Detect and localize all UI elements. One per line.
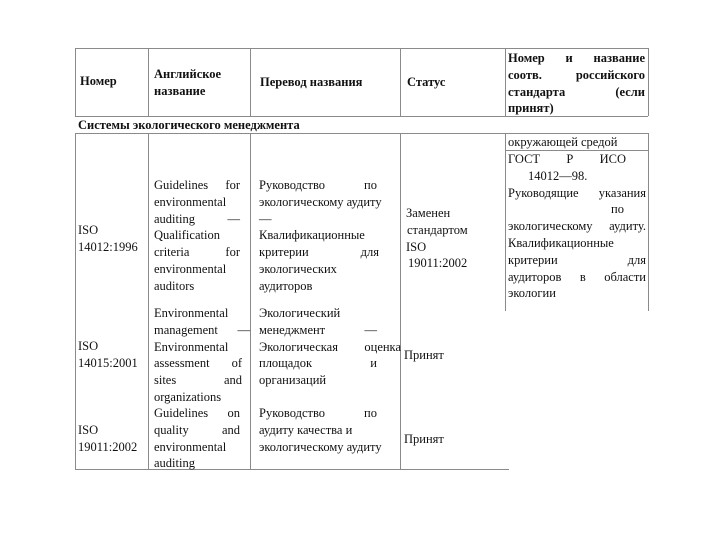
header-russian-standard xyxy=(508,50,645,117)
row2-english-line: management — xyxy=(154,322,250,337)
row3-english-line: Guidelines on xyxy=(154,406,240,420)
row1-translation-line: — xyxy=(259,211,272,226)
row2-translation-line: площадок и xyxy=(259,356,377,371)
row2-translation-line: менеджмент — xyxy=(259,322,377,337)
row1-status xyxy=(402,205,502,272)
row1-english-line: environmental xyxy=(154,194,227,209)
row1-russian-line: экологии xyxy=(508,286,556,301)
row1-number xyxy=(78,222,138,256)
col-border-1b xyxy=(148,133,149,469)
row1-english-line: Guidelines for xyxy=(154,178,240,192)
header-status: Статус xyxy=(407,75,446,89)
row1-translation-line: экологическому аудиту xyxy=(259,194,382,209)
row2-english-line: organizations xyxy=(154,389,222,404)
row1-status-line: стандартом xyxy=(407,222,468,237)
col-border-0 xyxy=(75,48,76,116)
row3-number-line: ISO xyxy=(78,423,99,437)
row1-translation-line: Руководство по xyxy=(259,178,377,192)
header-english-line: Английское xyxy=(154,67,222,81)
header-russian-line: принят) xyxy=(508,101,554,116)
row2-status: Принят xyxy=(404,348,444,362)
row3-english xyxy=(154,405,240,472)
row1-russian-line: аудиторов в области xyxy=(508,269,646,284)
row1-russian-standard xyxy=(508,151,646,302)
row1-status-line: 19011:2002 xyxy=(408,256,468,271)
row2-number xyxy=(78,338,138,372)
row1-number-line: 14012:1996 xyxy=(78,239,138,254)
header-russian-line: Номер и название xyxy=(508,51,645,65)
row1-status-line: Заменен xyxy=(406,206,451,220)
row1-translation xyxy=(259,177,399,295)
row3-number-line: 19011:2002 xyxy=(78,439,138,454)
row2-number-line: 14015:2001 xyxy=(78,355,138,370)
col-border-2 xyxy=(250,48,251,116)
table-top-border xyxy=(75,48,648,49)
col-border-4 xyxy=(505,48,506,116)
row1-english xyxy=(154,177,240,295)
section-title: Системы экологического менеджмента xyxy=(78,118,300,132)
row2-translation-line: организаций xyxy=(259,373,327,388)
row2-english xyxy=(154,305,250,406)
row1-english-line: criteria for xyxy=(154,245,240,260)
row2-english-line: sites and xyxy=(154,373,242,388)
row3-translation xyxy=(259,405,401,455)
row1-russian-line: по xyxy=(611,202,624,217)
row3-status: Принят xyxy=(404,432,444,446)
row1-russian-line: Руководящие указания xyxy=(508,185,646,200)
table-bottom-border xyxy=(75,469,509,470)
row2-translation-line: Экологический xyxy=(259,306,341,320)
col-border-5b xyxy=(648,133,649,311)
row2-english-line: assessment of xyxy=(154,356,242,371)
col-border-0b xyxy=(75,133,76,469)
col-border-5 xyxy=(648,48,649,116)
row1-english-line: auditing — xyxy=(154,211,240,226)
row1-russian-line: ГОСТ Р ИСО xyxy=(508,152,626,166)
row1-english-line: environmental xyxy=(154,261,227,276)
row1-translation-line: критерии для xyxy=(259,245,379,260)
header-english-name xyxy=(154,66,221,100)
row2-translation xyxy=(259,305,401,389)
row2-english-line: Environmental xyxy=(154,306,229,320)
row3-english-line: quality and xyxy=(154,422,240,437)
row3-english-line: environmental xyxy=(154,439,227,454)
header-russian-line: соотв. российского xyxy=(508,67,645,82)
col-border-1 xyxy=(148,48,149,116)
row2-english-line: Environmental xyxy=(154,339,229,354)
row1-russian-line: 14012—98. xyxy=(528,168,588,183)
row3-english-line: auditing xyxy=(154,456,195,471)
row1-russian-line: Квалификационные xyxy=(508,235,614,250)
header-number: Номер xyxy=(80,74,117,88)
col-border-4b xyxy=(505,133,506,311)
row1-russian-line: экологическому аудиту. xyxy=(508,219,646,234)
col-border-2b xyxy=(250,133,251,469)
row1-english-line: auditors xyxy=(154,278,195,293)
row1-translation-line: аудиторов xyxy=(259,278,313,293)
row1-number-line: ISO xyxy=(78,223,99,237)
row1-status-line: ISO xyxy=(406,239,427,254)
row3-translation-line: экологическому аудиту xyxy=(259,439,382,454)
header-english-line: название xyxy=(154,83,206,98)
row1-translation-line: Квалификационные xyxy=(259,228,365,243)
header-russian-line: стандарта (если xyxy=(508,84,645,99)
header-translation: Перевод названия xyxy=(260,75,363,89)
row3-number xyxy=(78,422,137,456)
row1-translation-line: экологических xyxy=(259,261,337,276)
row1-english-line: Qualification xyxy=(154,228,220,243)
row2-translation-line: Экологическая оценка xyxy=(259,339,401,354)
row3-translation-line: Руководство по xyxy=(259,406,377,420)
row1-russian-line: критерии для xyxy=(508,252,646,267)
col-border-3 xyxy=(400,48,401,116)
row3-translation-line: аудиту качества и xyxy=(259,422,353,437)
russian-note-continued: окружающей средой xyxy=(508,135,618,149)
row2-number-line: ISO xyxy=(78,339,99,353)
